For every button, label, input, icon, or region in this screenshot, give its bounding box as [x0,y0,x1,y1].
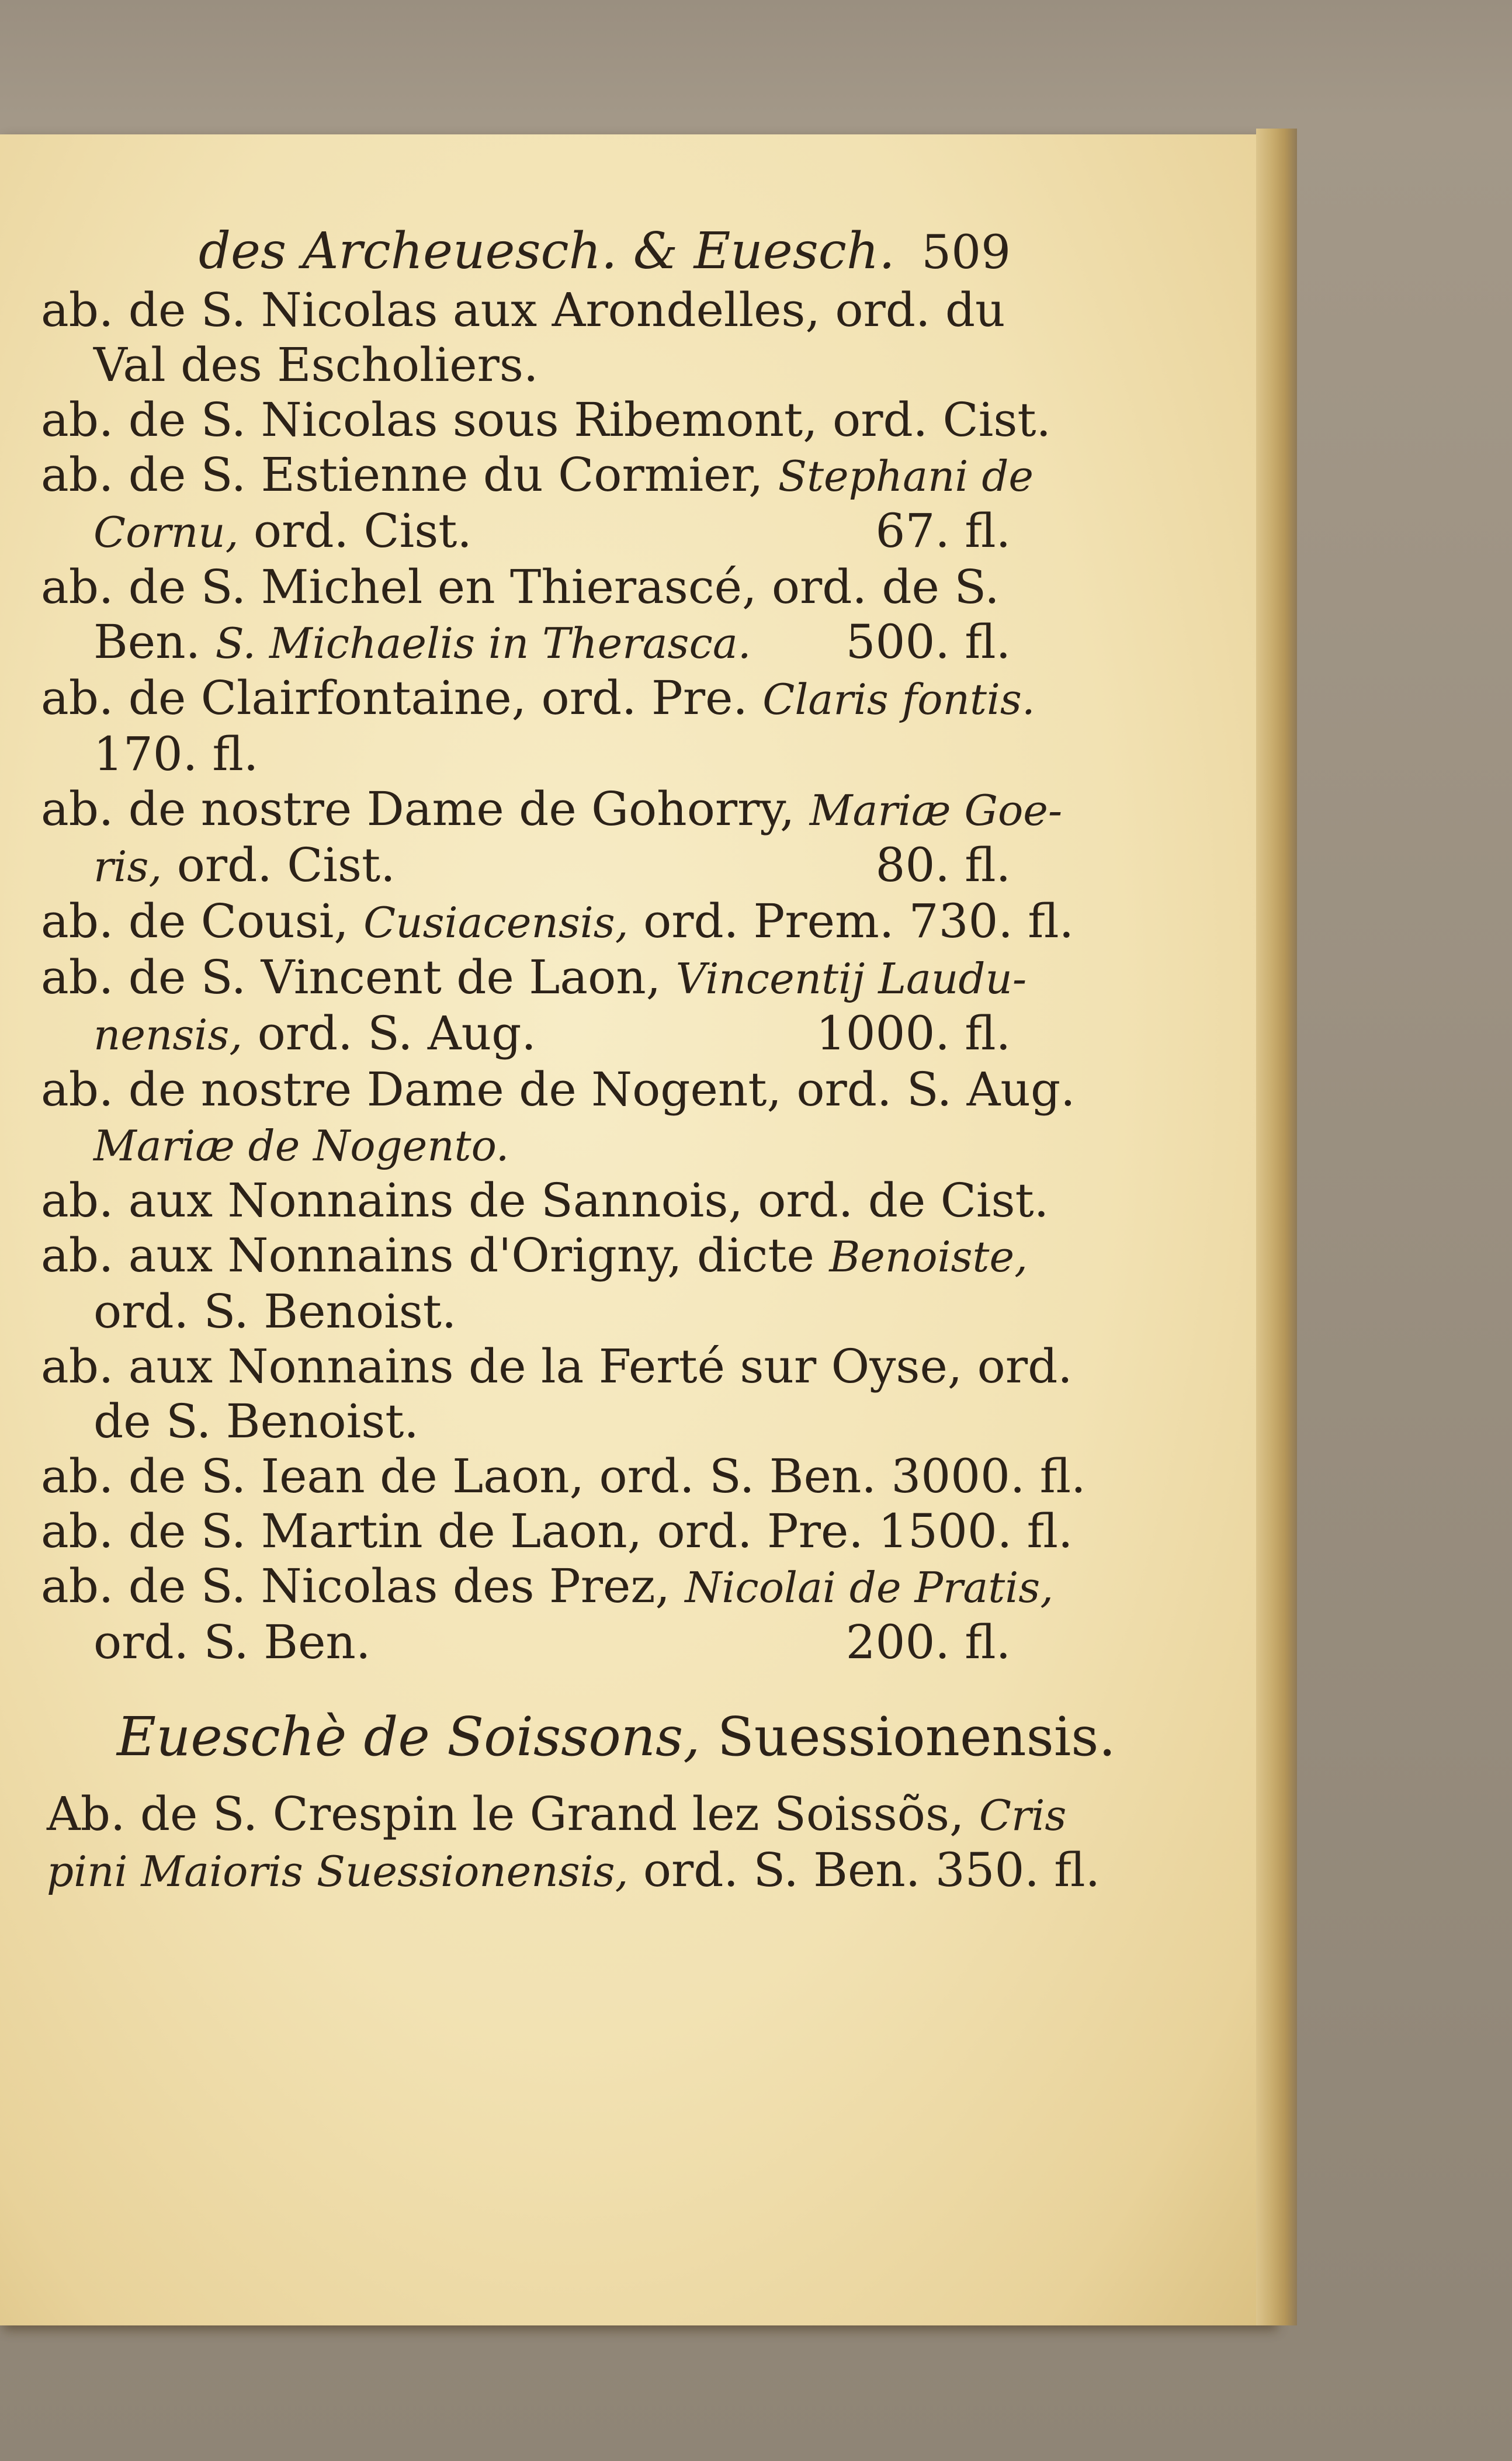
page-number: 509 [921,225,1011,279]
entry-text: ab. de S. Vincent de Laon, [41,950,676,1004]
entry-text: Ab. de S. Crespin le Grand lez Soissõs, [47,1787,979,1841]
page-text [41,222,1116,1899]
list-item [41,1504,1073,1559]
latin-name: Vincentij Laudu- [675,954,1027,1003]
entry-amount: 67. fl. [875,504,1011,558]
entry-text: ab. de S. Nicolas sous Ribemont, ord. Cist. [41,393,1051,447]
list-item [41,504,1011,560]
list-item [41,1339,1073,1394]
page-edge [1256,129,1297,2325]
list-item [41,950,1027,1006]
list-item [41,1284,1011,1339]
list-item [41,671,1035,727]
latin-name: Cris [979,1791,1067,1840]
latin-name: Benoiste, [829,1232,1028,1281]
entry-text: ab. de S. Michel en Thierascé, ord. de S. [41,560,1000,614]
latin-name: Claris fontis. [762,675,1035,724]
latin-name: nensis, [93,1010,243,1059]
entry-amount: 1000. fl. [816,1006,1011,1060]
list-item [41,1228,1028,1284]
entry-rest: ord. Cist. [238,504,472,558]
list-item [41,1062,1076,1117]
entry-text: ord. S. Ben. [93,1615,371,1669]
section-title-roman: Suessionensis. [700,1706,1116,1768]
latin-name: pini Maioris Suessionensis, [47,1847,629,1896]
entry-text: ab. de Cousi, [41,894,364,948]
list-item [41,838,1011,894]
latin-name: Mariæ de Nogento. [93,1121,509,1170]
latin-name: Cornu, [93,508,239,557]
entry-text: Ben. [93,615,216,669]
section-list [41,1787,1101,1899]
entry-text: ab. de S. Nicolas des Prez, [41,1559,685,1613]
list-item [41,1173,1049,1228]
list-item [41,727,1011,782]
entry-text: ab. de Clairfontaine, ord. Pre. [41,671,763,725]
list-item [41,1006,1011,1062]
list-item [41,1843,1101,1899]
entry-amount: 80. fl. [875,838,1011,892]
list-item [41,1449,1086,1504]
list-item [41,1559,1054,1615]
entry-text: ab. de S. Iean de Laon, ord. S. Ben. 3000. fl. [41,1449,1086,1503]
entry-rest: ord. Prem. 730. fl. [628,894,1074,948]
latin-name: ris, [93,842,162,891]
list-item [41,338,1011,393]
running-title: des Archeuesch. & Euesch. [199,222,895,280]
list-item [41,894,1074,950]
running-header [41,222,1011,280]
list-item [41,1615,1011,1670]
list-item [41,782,1063,838]
list-item [41,615,1011,671]
latin-name: Nicolai de Pratis, [685,1563,1054,1612]
section-title-italic: Eueschè de Soissons, [117,1706,700,1768]
entry-text: ab. de nostre Dame de Gohorry, [41,782,810,836]
list-item [41,1787,1067,1843]
entry-text: ab. de S. Estienne du Cormier, [41,448,778,502]
list-item [41,1117,1011,1173]
latin-name: Stephani de [778,452,1034,501]
latin-name: Mariæ Goe- [809,786,1063,835]
list-item [41,283,1011,338]
list-item [41,1394,1011,1449]
entry-rest: ord. Cist. [162,838,396,892]
latin-name: S. Michaelis in Therasca. [215,619,751,668]
entry-text: ab. aux Nonnains de la Ferté sur Oyse, ord. [41,1339,1073,1394]
entry-text: de S. Benoist. [93,1394,419,1448]
abbey-list [41,283,1086,1670]
entry-text: 170. fl. [93,727,259,781]
section-heading [41,1705,1116,1769]
list-item [41,560,1011,615]
entry-text: ab. de S. Martin de Laon, ord. Pre. 1500. fl. [41,1504,1073,1558]
entry-text: ord. S. Benoist. [93,1284,457,1339]
entry-amount: 200. fl. [845,1615,1011,1669]
entry-amount: 500. fl. [845,615,1011,669]
list-item [41,393,1051,448]
entry-text: ab. de nostre Dame de Nogent, ord. S. Aug. [41,1062,1076,1117]
latin-name: Cusiacensis, [363,898,629,947]
entry-text: ab. aux Nonnains de Sannois, ord. de Cist. [41,1173,1049,1228]
entry-text: ab. de S. Nicolas aux Arondelles, ord. du [41,283,1005,337]
entry-rest: ord. S. Aug. [242,1006,536,1060]
entry-rest: ord. S. Ben. 350. fl. [628,1843,1101,1897]
entry-text: ab. aux Nonnains d'Origny, dicte [41,1228,830,1283]
entry-text: Val des Escholiers. [93,338,539,392]
list-item [41,448,1034,504]
